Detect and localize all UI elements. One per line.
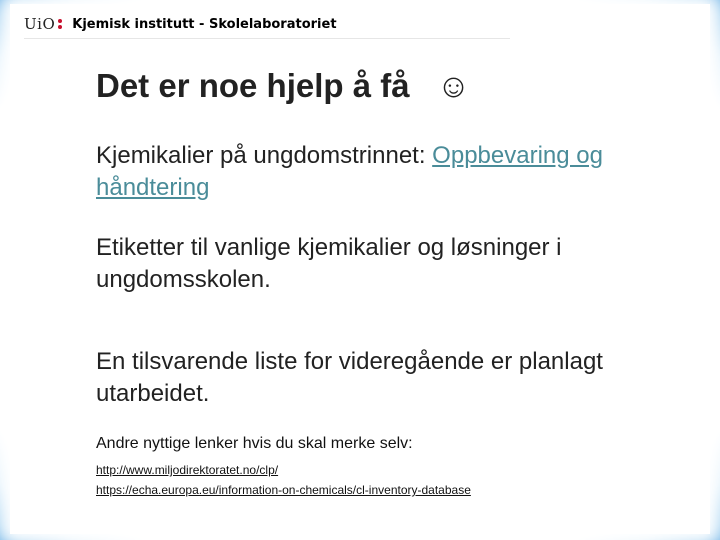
slide [10,4,710,534]
logo-text: UiO [24,15,56,33]
slide-title [96,67,470,105]
smiley-icon: ☺ [436,67,471,104]
echa-link[interactable]: https://echa.europa.eu/information-on-chemicals/cl-inventory-database [96,483,471,497]
paragraph-upper-secondary: En tilsvarende liste for videregående er planlagt utarbeidet. [96,348,603,407]
slide-title-text: Det er noe hjelp å få [96,67,410,104]
header-title: Kjemisk institutt - Skolelaboratoriet [72,16,337,32]
paragraph-chemicals [96,140,706,204]
uio-logo [24,15,62,33]
miljodirektoratet-link[interactable]: http://www.miljodirektoratet.no/clp/ [96,463,279,477]
logo-dots-icon [58,19,62,29]
links-heading: Andre nyttige lenker hvis du skal merke selv: [96,435,413,452]
paragraph-labels: Etiketter til vanlige kjemikalier og løsninger i ungdomsskolen. [96,234,562,293]
slide-header [24,10,510,39]
paragraph-chemicals-text: Kjemikalier på ungdomstrinnet: [96,142,433,169]
storage-handling-link[interactable]: Oppbevaring og håndtering [96,142,603,201]
